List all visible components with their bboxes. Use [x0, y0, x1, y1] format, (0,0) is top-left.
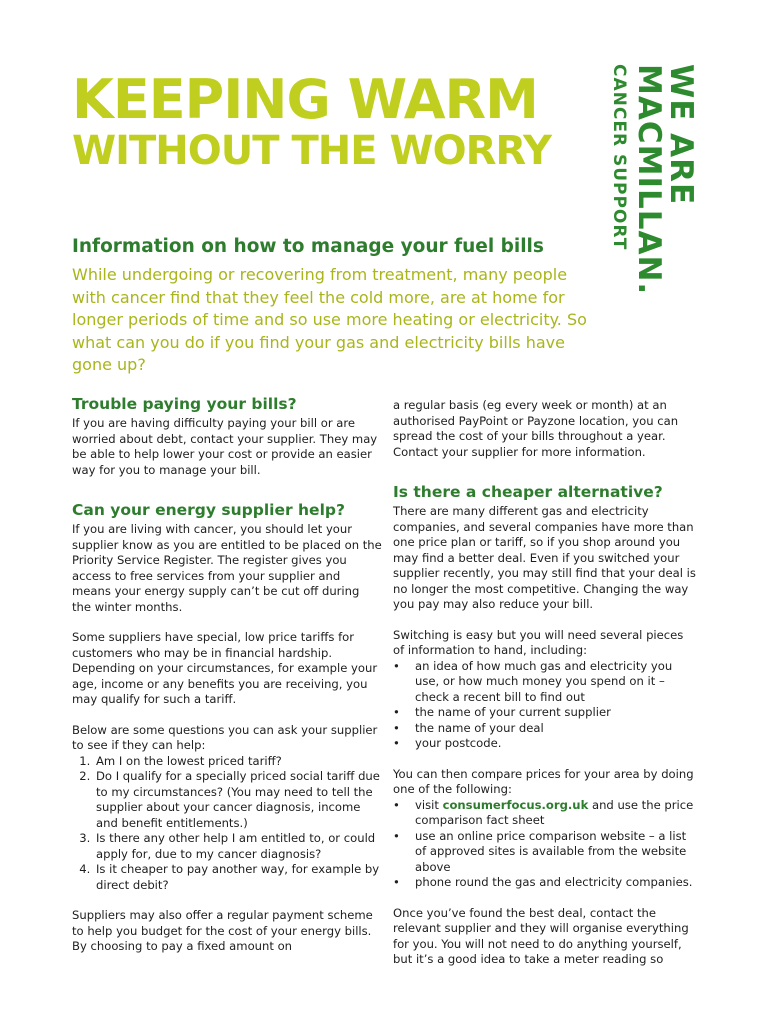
paragraph: There are many different gas and electricity companies, and several companies have more than one price plan or tariff, so if you shop around you may find a better deal. Even if you switched your supplier recently, you may still find that your deal is no longer the most competitive. Changing the way you pay may also reduce your bill. — [393, 504, 696, 611]
consumerfocus-link[interactable]: consumerfocus.org.uk — [442, 797, 589, 812]
paragraph: Below are some questions you can ask your supplier to see if they can help: — [72, 722, 378, 752]
list-item: 1. Am I on the lowest priced tariff? — [94, 754, 382, 770]
paragraph: If you are having difficulty paying your bill or are worried about debt, contact your supplier. They may be able to help lower your cost or provide an easier way for you to manage your bill. — [72, 416, 378, 477]
left-column — [72, 394, 382, 970]
list-item: • the name of your current supplier — [415, 705, 698, 721]
compare-options-list — [393, 798, 698, 891]
heading-cheaper-alternative: Is there a cheaper alternative? — [393, 483, 663, 501]
paragraph: Once you’ve found the best deal, contact the relevant supplier and they will organise everything for you. You will not need to do anything yourself, but it’s a good idea to take a meter reading so — [393, 905, 689, 966]
logo-macmillan: MACMILLAN. — [631, 64, 667, 296]
questions-list — [72, 754, 382, 894]
headline-keeping-warm: KEEPING WARM — [72, 68, 538, 131]
info-title: Information on how to manage your fuel bills — [72, 236, 544, 257]
logo-cancer-support: CANCER SUPPORT — [609, 64, 629, 251]
logo-we-are: WE ARE — [663, 64, 699, 206]
paragraph: Suppliers may also offer a regular payment scheme to help you budget for the cost of your energy bills. By choosing to pay a fixed amount on — [72, 908, 373, 953]
list-item: • use an online price comparison website – a list of approved sites is available from the website above — [415, 829, 698, 876]
macmillan-logo — [608, 64, 699, 296]
list-item: 2. Do I qualify for a specially priced social tariff due to my circumstances? (You may need to tell the supplier about your cancer diagnosis, income and benefit entitlements.) — [94, 769, 382, 831]
list-item: • the name of your deal — [415, 721, 698, 737]
list-text: visit — [415, 797, 443, 812]
heading-energy-supplier-help: Can your energy supplier help? — [72, 501, 345, 519]
list-item: • an idea of how much gas and electricity you use, or how much money you spend on it – check a recent bill to find out — [415, 659, 698, 706]
list-item: • phone round the gas and electricity companies. — [415, 875, 698, 891]
list-item: 4. Is it cheaper to pay another way, for example by direct debit? — [94, 862, 382, 893]
list-item — [415, 798, 698, 829]
list-text: and use the price comparison fact sheet — [415, 797, 694, 827]
info-needed-list — [393, 659, 698, 752]
paragraph: a regular basis (eg every week or month) at an authorised PayPoint or Payzone location, you can spread the cost of your bills throughout a year. Contact your supplier for more information. — [393, 398, 679, 459]
headline-without-the-worry: WITHOUT THE WORRY — [72, 128, 551, 174]
list-item: 3. Is there any other help I am entitled to, or could apply for, due to my cancer diagnosis? — [94, 831, 382, 862]
intro-paragraph: While undergoing or recovering from treatment, many people with cancer find that they feel the cold more, are at home for longer periods of time and so use more heating or electricity. So what can you do if you find your gas and electricity bills have gone up? — [72, 265, 587, 375]
paragraph: You can then compare prices for your area by doing one of the following: — [393, 766, 694, 796]
heading-trouble-paying: Trouble paying your bills? — [72, 395, 297, 413]
right-column — [393, 394, 698, 983]
list-item: • your postcode. — [415, 736, 698, 752]
paragraph: If you are living with cancer, you should let your supplier know as you are entitled to be placed on the Priority Service Register. The register gives you access to free services from your supplier and means your energy supply can’t be cut off during the winter months. — [72, 522, 382, 614]
paragraph: Some suppliers have special, low price tariffs for customers who may be in financial hardship. Depending on your circumstances, for example your age, income or any benefits you are receiving, you may qualify for such a tariff. — [72, 630, 378, 706]
paragraph: Switching is easy but you will need several pieces of information to hand, including: — [393, 627, 684, 657]
